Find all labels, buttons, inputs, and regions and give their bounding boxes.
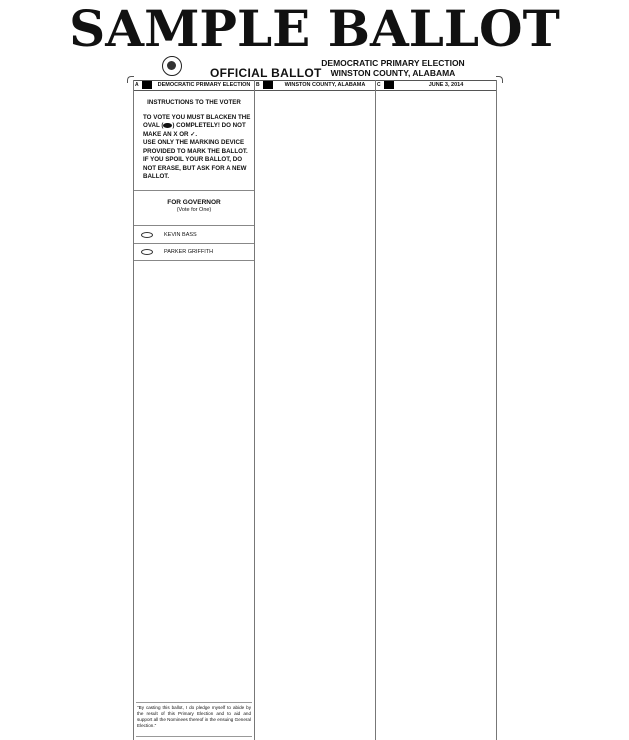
candidate-name: PARKER GRIFFITH [164, 249, 214, 255]
column-header-b [255, 80, 375, 90]
race-header-rule [134, 225, 254, 226]
column-letter: A [135, 82, 139, 88]
column-header-a [134, 80, 254, 90]
column-divider-left [133, 80, 134, 740]
instructions-bottom-rule [134, 190, 254, 191]
timing-mark [384, 81, 394, 89]
instruction-spoiled-ballot: IF YOU SPOIL YOUR BALLOT, DO NOT ERASE, BUT ASK FOR A NEW BALLOT. [143, 156, 247, 180]
timing-mark [263, 81, 273, 89]
election-county: WINSTON COUNTY, ALABAMA [330, 68, 456, 78]
party-pledge: "By casting this ballot, I do pledge myself to abide by the result of this Primary Election and to aid and support all the Nominees thereof in the ensuing General Election." [137, 705, 251, 728]
sample-ballot-banner: SAMPLE BALLOT [69, 0, 560, 58]
pledge-top-rule [136, 702, 252, 703]
candidate-option[interactable] [134, 244, 254, 260]
column-header-text: WINSTON COUNTY, ALABAMA [284, 82, 366, 88]
candidate-option[interactable] [134, 227, 254, 243]
instruction-marking-device: USE ONLY THE MARKING DEVICE PROVIDED TO MARK THE BALLOT. [143, 139, 248, 155]
instruction-blacken-oval: TO VOTE YOU MUST BLACKEN THE OVAL ( ) COMPLETELY! DO NOT MAKE AN X OR ✓. [143, 113, 251, 138]
column-divider-b-c [375, 80, 376, 740]
column-header-text: DEMOCRATIC PRIMARY ELECTION [157, 82, 251, 88]
column-letter: C [377, 82, 381, 88]
column-divider-a-b [254, 80, 255, 740]
pledge-bottom-rule [136, 736, 252, 737]
corner-mark-left [127, 76, 134, 83]
instructions-body [136, 114, 252, 182]
race-vote-for: (Vote for One) [176, 207, 212, 213]
election-name: DEMOCRATIC PRIMARY ELECTION [321, 58, 465, 68]
column-letter: B [256, 82, 260, 88]
instructions-title: INSTRUCTIONS TO THE VOTER [147, 99, 241, 106]
column-header-c [376, 80, 496, 90]
candidate-name: KEVIN BASS [164, 232, 197, 238]
voter-instructions [136, 99, 252, 182]
state-seal-icon [162, 56, 182, 76]
official-ballot-title: OFFICIAL BALLOT [210, 66, 322, 80]
race-title: FOR GOVERNOR [167, 199, 221, 206]
election-heading [318, 58, 468, 78]
column-header-text: JUNE 3, 2014 [428, 82, 464, 88]
vote-oval[interactable] [141, 232, 153, 238]
timing-mark [142, 81, 152, 89]
column-divider-right [496, 80, 497, 740]
candidate-rule [134, 260, 254, 261]
corner-mark-right [496, 76, 503, 83]
column-header-rule [133, 90, 497, 91]
vote-oval[interactable] [141, 249, 153, 255]
